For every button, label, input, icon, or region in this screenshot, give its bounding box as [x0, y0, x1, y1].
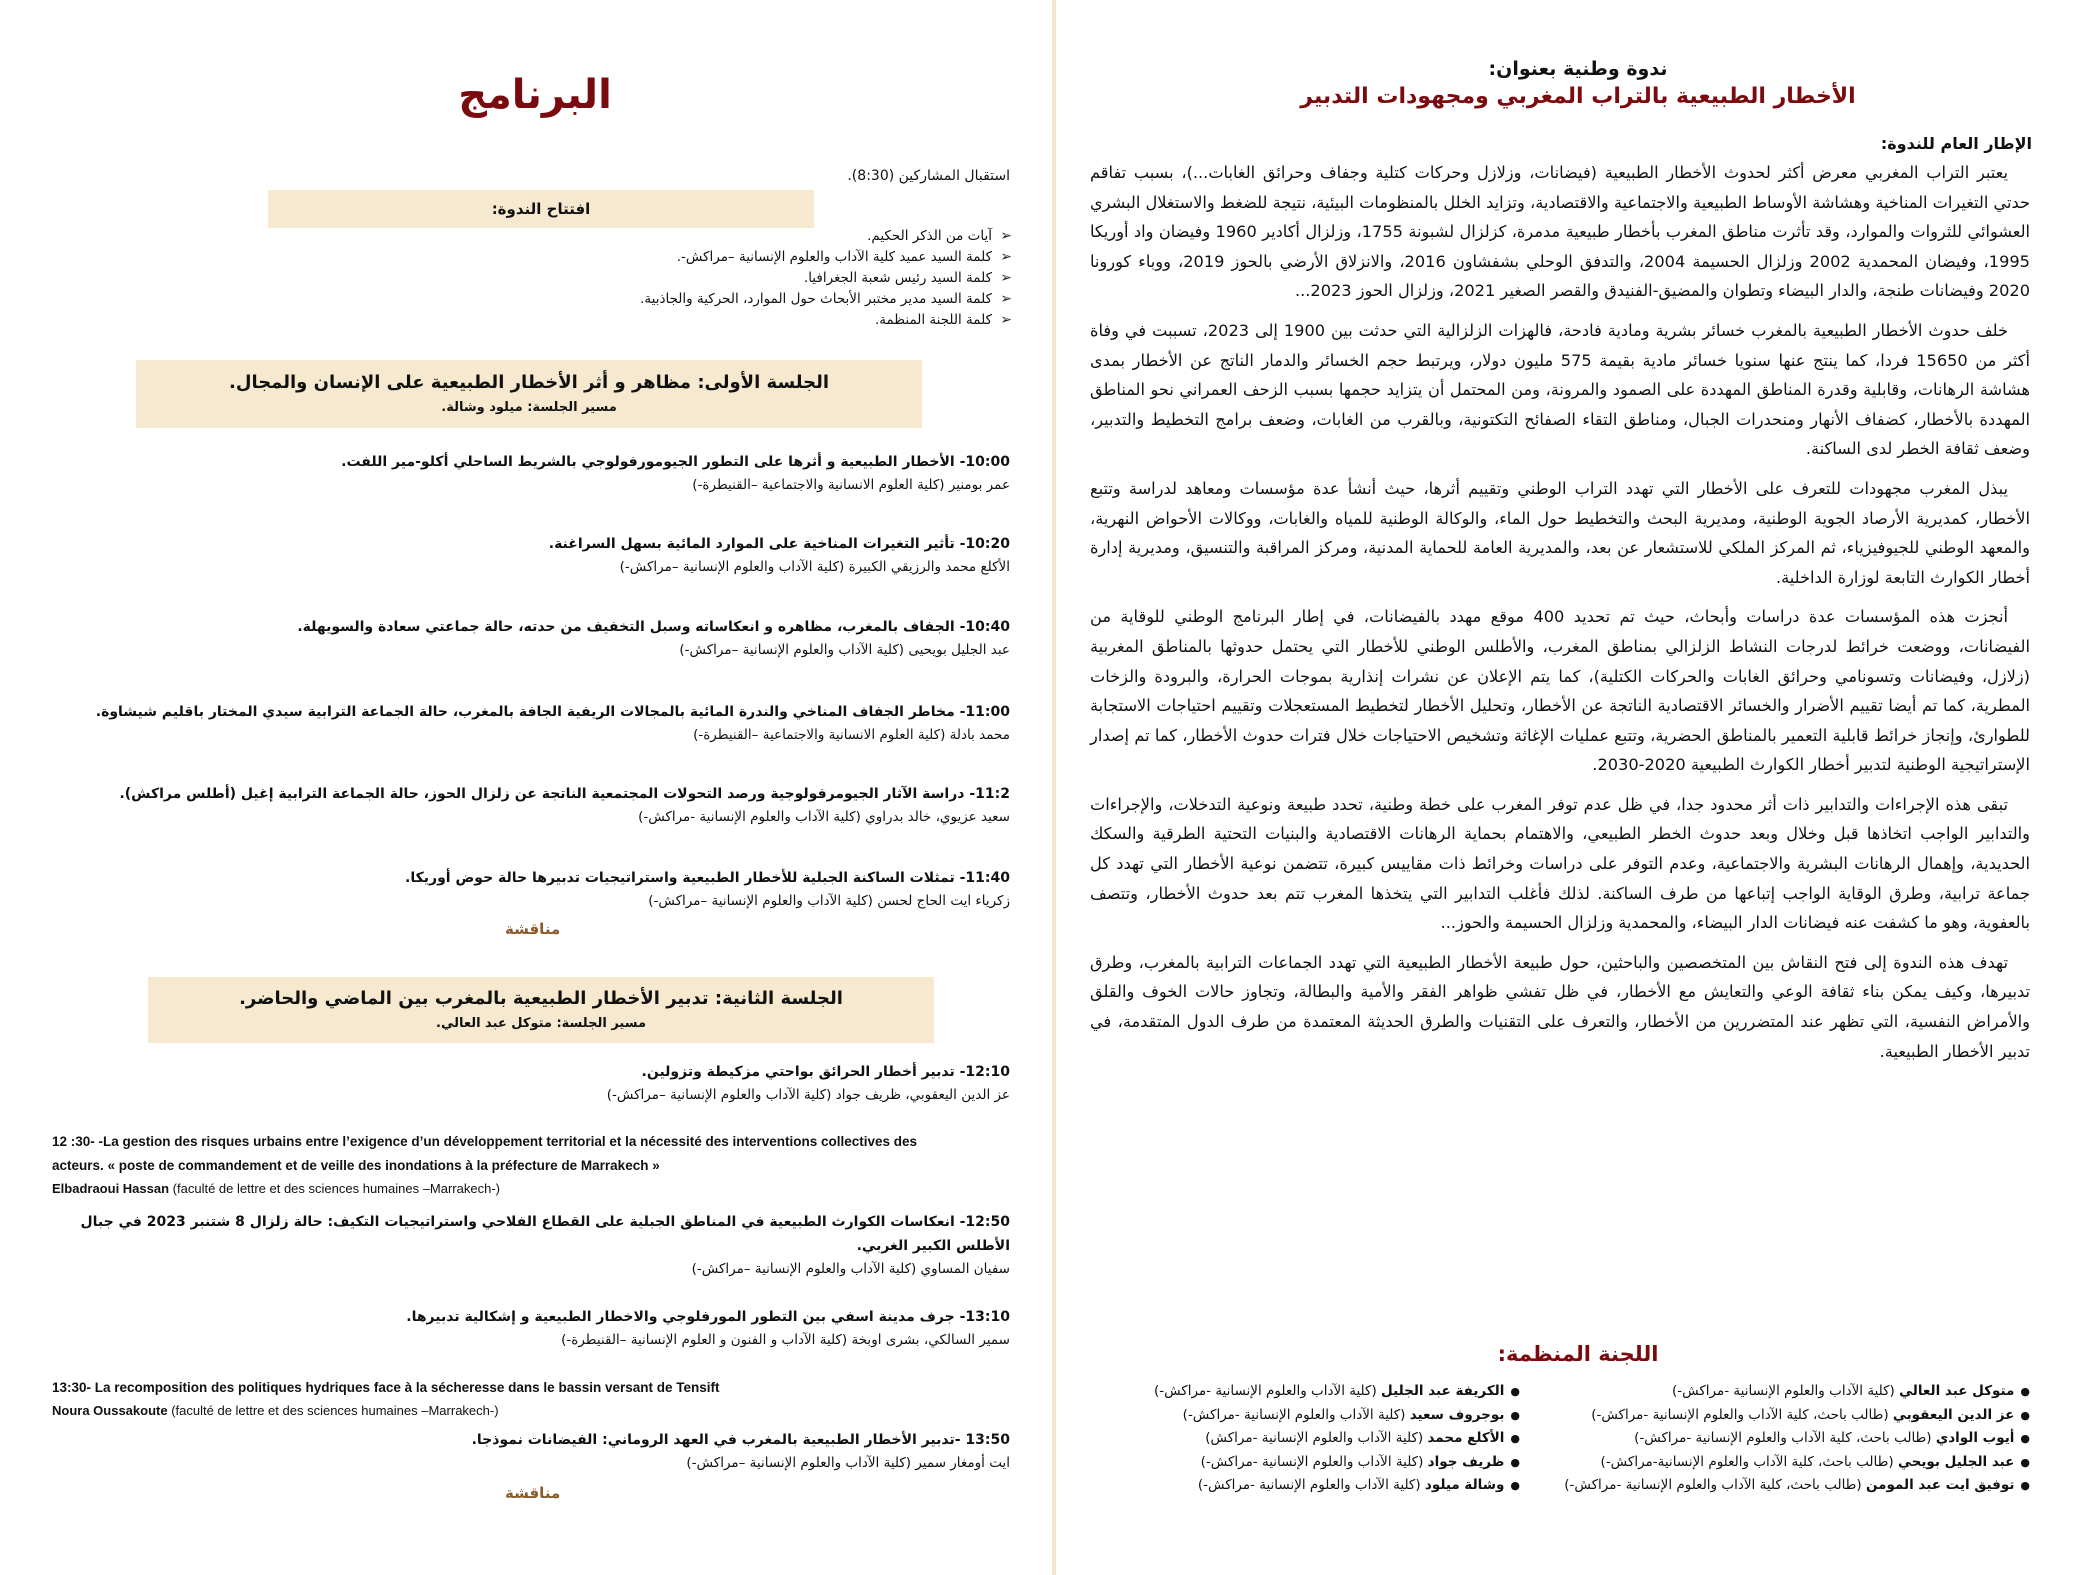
talk-item: 10:00- الأخطار الطبيعية و أثرها على التطور الجيومورفولوجي بالشريط الساحلي أكلو-مير اللفت. عمر بومنير (كلية العلوم الانسانية والاجتماعية –القنيطرة-) [341, 454, 1010, 493]
opening-item: ➢ كلمة السيد مدير مختبر الأبحاث حول الموارد، الحركية والجاذبية. [312, 289, 1012, 310]
bullet-icon: ● [2020, 1432, 2030, 1445]
talk-item: 10:20- تأثير التغيرات المناخية على الموارد المائية بسهل السراغنة. الأكلع محمد والرزيقي الكبيرة (كلية الآداب والعلوم الإنسانية –مراكش-) [548, 536, 1010, 575]
program-title: البرنامج [458, 72, 612, 118]
session1-title: الجلسة الأولى: مظاهر و أثر الأخطار الطبيعية على الإنسان والمجال. [228, 372, 830, 393]
page-divider [1052, 0, 1056, 1575]
committee-member: ● متوكل عبد العالي (كلية الآداب والعلوم الإنسانية -مراكش-) [1530, 1380, 2030, 1404]
arrow-bullet-icon: ➢ [1000, 249, 1012, 265]
committee-member: ● ظريف جواد (كلية الآداب والعلوم الإنسانية -مراكش-) [1090, 1451, 1520, 1475]
bullet-icon: ● [2020, 1408, 2030, 1422]
intro-paragraph: يعتبر التراب المغربي معرض أكثر لحدوث الأخطار الطبيعية (فيضانات، وزلازل وحركات كتلية وجفاف وحرائق الغابات...)، بسبب تفاقم حدتي التغيرات المناخية وهشاشة الأوساط الطبيعية والاجتماعية والاقتصادية، وتزايد الخلل بالمنظومات البيئية، نتيجة للضغط والاستغلال البشري العشوائي للثروات والموارد، وقد تأثرت مناطق المغرب بأخطار طبيعية مدمرة، كزلزال لشبونة 1755، وزلزال أكادير 1960 وفيضان واد أوريكا 1995، وفيضان المحمدية 2002 وزلزال الحسيمة 2004، والتدفق الوحلي بشفشاون 2016، والانزلاق الأرضي بالحوز 2019، ووباء كورونا 2020 وفيضانات طنجة، والدار البيضاء وتطوان والمضيق-الفنيدق والقصر الصغير 2021، وزلزال الحوز 2023... [1090, 163, 2030, 301]
talk-item: 13:50 -تدبير الأخطار الطبيعية بالمغرب في العهد الروماني: الفيضانات نموذجا. ايت أومغار سمير (كلية الآداب والعلوم الإنسانية –مراكش-) [471, 1432, 1010, 1471]
intro-paragraph: خلف حدوث الأخطار الطبيعية بالمغرب خسائر بشرية ومادية فادحة، فالهزات الزلزالية التي حدثت بين 1900 إلى 2023، تسببت في وفاة أكثر من 15650 فردا، كما ينتج عنها سنويا خسائر مادية بقيمة 575 مليون دولار، ويرتبط حجم الخسائر والدمار الناتج عن الأخطار بمدى هشاشة الرهانات، وقابلية وقدرة المناطق المهددة على الصمود والمرونة، ومن المحتمل أن يتزايد حجمها بسبب الزحف العمراني نحو المناطق المهددة بالأخطار، كضفاف الأنهار ومنحدرات الجبال، ومناطق التقاء الصفائح التكتونية، وبالقرب من الغابات، وضعف برامج التخطيط والتدبير، وضعف ثقافة الخطر لدى الساكنة. [1090, 320, 2030, 459]
committee-member: ● الكريفة عبد الجليل (كلية الآداب والعلوم الإنسانية -مراكش-) [1090, 1380, 1520, 1404]
arrow-bullet-icon: ➢ [1000, 228, 1012, 244]
bullet-icon: ● [1510, 1385, 1520, 1398]
discussion-label: مناقشة [505, 1484, 561, 1502]
discussion-label: مناقشة [505, 920, 561, 938]
bullet-icon: ● [2020, 1479, 2030, 1492]
intro-paragraph: يبذل المغرب مجهودات للتعرف على الأخطار التي تهدد التراب الوطني وتقييم أثرها، حيث أنشأ عدة مؤسسات ومعاهد لدراسة وتتبع الأخطار، كمديرية الأرصاد الجوية الوطنية، ومديرية البحث والتخطيط حول الماء، والوكالة الوطنية للمياه والغابات، ووكالات الأحواض النهرية، والمعهد الوطني للجيوفيزياء، ثم المركز الملكي للاستشعار عن بعد، والمديرية العامة للحماية المدنية، ومركز المراقبة والتنسيق، ومديرية إدارة أخطار الكوارث التابعة لوزارة الداخلية. [1090, 478, 2030, 587]
intro-paragraph: تبقى هذه الإجراءات والتدابير ذات أثر محدود جدا، في ظل عدم توفر المغرب على خطة وطنية، تحدد طبيعة ونوعية التدخلات، والإجراءات والتدابير الواجب اتخاذها قبل وخلال وبعد حدوث الخطر الطبيعي، والاهتمام بحماية الرهانات الاقتصادية والبنيات التحتية الطرقية والسكك الحديدية، وإهمال الرهانات البشرية والاجتماعية، وعدم التوفر على دراسات وخرائط ذات مقاييس كبيرة، تتضمن نوعية الأخطار التي تهدد كل جماعة ترابية، وطرق الوقاية الواجب إتباعها من طرف الساكنة. لذلك فأغلب التدابير التي يتخذها المغرب تتم بعد حدوث الأخطار، وتتصف بالعفوية، وهو ما كشفت عنه فيضانات الدار البيضاء، والمحمدية وزلزال الحسيمة والحوز... [1090, 794, 2030, 933]
talk-item-french: 12 :30- -La gestion des risques urbains entre l’exigence d’un développement territorial et la nécessité des interventions collectives des acteurs. « poste de commandement et de veille des inondations à la préfecture de Marrakech » Elbadraoui Hassan (faculté de lettre et des sciences humaines –Marrakech-) [52, 1134, 918, 1196]
session1-chair: مسير الجلسة: ميلود وشالة. [441, 400, 617, 415]
bullet-icon: ● [1510, 1408, 1520, 1422]
bullet-icon: ● [2020, 1385, 2030, 1398]
opening-item: ➢ كلمة السيد عميد كلية الآداب والعلوم الإنسانية –مراكش-. [312, 247, 1012, 268]
arrow-bullet-icon: ➢ [1000, 270, 1012, 286]
arrow-bullet-icon: ➢ [1000, 291, 1012, 307]
bullet-icon: ● [1510, 1479, 1520, 1492]
opening-item: ➢ كلمة السيد رئيس شعبة الجغرافيا. [312, 268, 1012, 289]
committee-column-right [1090, 1380, 1520, 1498]
committee-column-left [1530, 1380, 2030, 1498]
committee-list [1090, 1380, 2030, 1498]
committee-member: ● بوجروف سعيد (كلية الآداب والعلوم الإنسانية -مراكش-) [1090, 1404, 1520, 1428]
talk-item: 11:00- مخاطر الجفاف المناخي والندرة المائية بالمجالات الريفية الجافة بالمغرب، حالة الجماعة الترابية سيدي المختار باقليم شيشاوة. محمد بادلة (كلية العلوم الانسانية والاجتماعية –القنيطرة-) [95, 704, 1010, 743]
bullet-icon: ● [2020, 1455, 2030, 1469]
opening-item: ➢ آيات من الذكر الحكيم. [312, 226, 1012, 247]
bullet-icon: ● [1510, 1432, 1520, 1445]
intro-body [1090, 158, 2030, 1076]
symposium-heading: ندوة وطنية بعنوان: [1488, 58, 1668, 80]
reception-line: استقبال المشاركين (8:30). [847, 168, 1010, 184]
intro-paragraph: تهدف هذه الندوة إلى فتح النقاش بين المتخصصين والباحثين، حول طبيعة الأخطار الطبيعية التي تهدد الجماعات الترابية بالمغرب، وطرق تدبيرها، وكيف يمكن بناء ثقافة الوعي والتعايش مع الأخطار، في ظل تفشي ظواهر الفقر والأمية والبطالة، وتجاوز حالات الخوف والقلق والأمراض النفسية، التي تظهر عند المتضررين من الأخطار، والتعرف على التقنيات والطرق الحديثة المعتمدة من طرف الدول المتقدمة، في تدبير الأخطار الطبيعية. [1090, 952, 2030, 1061]
committee-member: ● توفيق ايت عبد المومن (طالب باحث، كلية الآداب والعلوم الإنسانية -مراكش-) [1530, 1474, 2030, 1498]
symposium-title: الأخطار الطبيعية بالتراب المغربي ومجهودات التدبير [1300, 84, 1856, 109]
opening-list [312, 226, 1012, 331]
committee-member: ● وشالة ميلود (كلية الآداب والعلوم الإنسانية -مراكش-) [1090, 1474, 1520, 1498]
talk-item-french: 13:30- La recomposition des politiques hydriques face à la sécheresse dans le bassin versant de Tensift Noura Oussakoute (faculté de lettre et des sciences humaines –Marrakech-) [52, 1380, 720, 1418]
opening-label: افتتاح الندوة: [491, 200, 591, 218]
talk-item: 13:10- جرف مدينة اسفي بين التطور المورفلوجي والاخطار الطبيعية و إشكالية تدبيرها. سمير السالكي، بشرى اوبخة (كلية الآداب و الفنون و العلوم الإنسانية –القنيطرة-) [406, 1309, 1010, 1348]
opening-band [268, 190, 814, 228]
bullet-icon: ● [1510, 1455, 1520, 1469]
arrow-bullet-icon: ➢ [1000, 312, 1012, 328]
talk-item: 11:2- دراسة الآثار الجيومرفولوجية ورصد التحولات المجتمعية الناتجة عن زلزال الحوز، حالة الجماعة الترابية إغيل (أطلس مراكش). سعيد عزيوي، خالد بدراوي (كلية الآداب والعلوم الإنسانية -مراكش-) [119, 786, 1010, 825]
session2-chair: مسير الجلسة: متوكل عبد العالي. [436, 1016, 646, 1031]
talk-item: 11:40- تمثلات الساكنة الجبلية للأخطار الطبيعية واستراتيجيات تدبيرها حالة حوض أوريكا. زكرياء ايت الحاج لحسن (كلية الآداب والعلوم الإنسانية –مراكش-) [405, 870, 1010, 909]
talk-item: 10:40- الجفاف بالمغرب، مظاهره و انعكاساته وسبل التخفيف من حدته، حالة جماعتي سعادة والسويهلة. عبد الجليل بويحيى (كلية الآداب والعلوم الإنسانية –مراكش-) [297, 619, 1010, 658]
committee-member: ● أيوب الوادي (طالب باحث، كلية الآداب والعلوم الإنسانية -مراكش-) [1530, 1427, 2030, 1451]
opening-item: ➢ كلمة اللجنة المنظمة. [312, 310, 1012, 331]
committee-member: ● عبد الجليل بويحي (طالب باحث، كلية الآداب والعلوم الإنسانية-مراكش-) [1530, 1451, 2030, 1475]
talk-item: 12:50- انعكاسات الكوارث الطبيعية في المناطق الجبلية على القطاع الفلاحي واستراتيجيات التكيف: حالة زلزال 8 شتنبر 2023 في جبال الأطلس الكبير الغربي. سفيان المساوي (كلية الآداب والعلوم الإنسانية –مراكش-) [80, 1214, 1010, 1277]
session1-band [136, 360, 922, 428]
session2-band [148, 977, 934, 1043]
committee-member: ● عز الدين اليعقوبي (طالب باحث، كلية الآداب والعلوم الإنسانية -مراكش-) [1530, 1404, 2030, 1428]
framework-label: الإطار العام للندوة: [1880, 134, 2032, 153]
committee-member: ● الأكلع محمد (كلية الآداب والعلوم الإنسانية -مراكش) [1090, 1427, 1520, 1451]
talk-item: 12:10- تدبير أخطار الحرائق بواحتي مزكيطة وتزولين. عز الدين اليعقوبي، ظريف جواد (كلية الآداب والعلوم الإنسانية –مراكش-) [606, 1064, 1010, 1103]
committee-title: اللجنة المنظمة: [1497, 1342, 1659, 1366]
session2-title: الجلسة الثانية: تدبير الأخطار الطبيعية بالمغرب بين الماضي والحاضر. [239, 988, 843, 1009]
intro-paragraph: أنجزت هذه المؤسسات عدة دراسات وأبحاث، حيث تم تحديد 400 موقع مهدد بالفيضانات، في إطار البرنامج الوطني للوقاية من الفيضانات، ووضعت خرائط لدرجات النشاط الزلزالي بمناطق المغرب، والأطلس الوطني للأخطار التي يحتمل حدوثها بالمناطق المغربية (زلازل، وفيضانات وتسونامي وحرائق الغابات والحركات الكتلية)، كما يتم الإعلان عن نشرات إنذارية بموجات الحرارة، والبرودة والزخات المطرية، كما تم أيضا تقييم الأضرار والخسائر الاقتصادية الناتجة عن الأخطار، وتحليل الأخطار لتخطيط المستعجلات وتقييم احتياجات الاستجابة للطوارئ، وإنجاز خرائط قابلية التعمير بالمناطق الحضرية، وتتبع عمليات الإغاثة وتشخيص الاحتياجات خلال فترات حدوث الأخطار، كما تم إصدار الإستراتيجية الوطنية لتدبير أخطار الكوارث الطبيعية 2020-2030. [1090, 607, 2030, 775]
